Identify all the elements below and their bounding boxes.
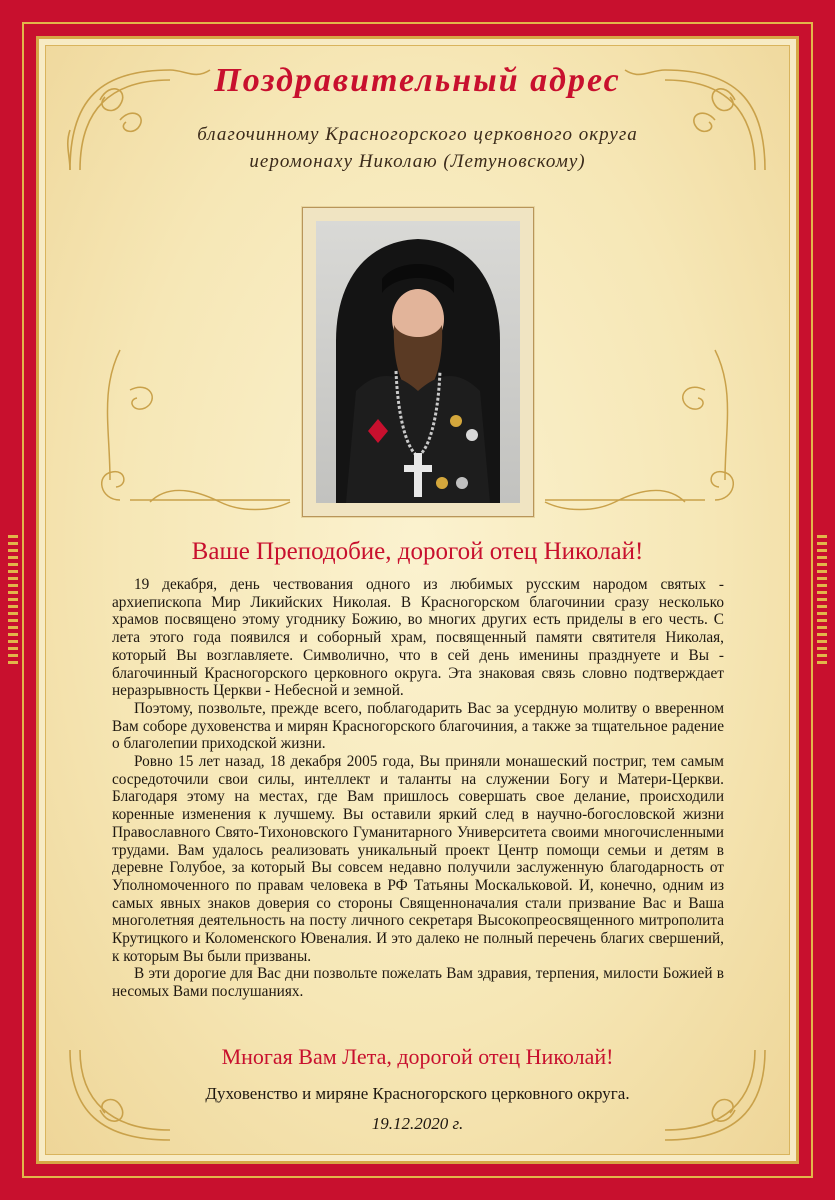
- closing-wish: Многая Вам Лета, дорогой отец Николай!: [221, 1044, 614, 1069]
- left-photo-ornament: [90, 330, 300, 520]
- body-paragraph: Ровно 15 лет назад, 18 декабря 2005 года, Вы приняли монашеский постриг, тем самым сосредоточили свои силы, интеллект и таланты на служении Богу и Матери-Церкви. Благодаря этому на местах, где Вам пришлось совершать свое делание, происходили коренные изменения к лучшему. Вы оставили яркий след в научно-богословской жизни Православного Свято-Тихоновского Гуманитарного Университета своими многочисленными трудами. Вам удалось реализовать уникальный проект Центр помощи семьи и детям в деревне Голубое, за который Вы совсем недавно получили заслуженную благодарность от Уполномоченного по правам человека в РФ Татьяны Москальковой. И, конечно, одним из самых явных знаков доверия со стороны Священноначалия стали призвание Вас и Ваша многолетняя деятельность на посту личного секретаря Высокопреосвященного митрополита Крутицкого и Коломенского Ювеналия. И это далеко не полный перечень благих свершений, к которым Вы были призваны.: [112, 753, 724, 965]
- body-paragraph: В эти дорогие для Вас дни позвольте пожелать Вам здравия, терпения, милости Божией в несомых Вами послушаниях.: [112, 965, 724, 1001]
- greeting-heading: Ваше Преподобие, дорогой отец Николай!: [191, 538, 644, 565]
- address-body: [112, 576, 724, 1001]
- portrait-frame: [302, 207, 534, 517]
- document-date: 19.12.2020 г.: [371, 1114, 464, 1133]
- portrait-photo: [316, 221, 520, 503]
- subtitle-line-2: иеромонаху Николаю (Летуновскому): [249, 151, 586, 172]
- signature-line: Духовенство и миряне Красногорского церковного округа.: [205, 1084, 630, 1103]
- right-photo-ornament: [535, 330, 745, 520]
- monk-portrait-illustration: [316, 221, 520, 503]
- body-paragraph: 19 декабря, день чествования одного из любимых русским народом святых - архиепископа Мир Ликийских Николая. В Красногорском благочинии сразу несколько храмов посвящено этому угоднику Божию, во многих других есть приделы в его честь. С лета этого года появился и соборный храм, посвященный памяти святителя Николая, который Вы возглавляете. Символично, что в сей день именины празднуете и Вы - благочинный Красногорского церковного округа. Эта знаковая связь словно подтверждает неразрывность Церкви - Небесной и земной.: [112, 576, 724, 700]
- body-paragraph: Поэтому, позвольте, прежде всего, поблагодарить Вас за усердную молитву о вверенном Вам соборе духовенства и мирян Красногорского благочиния, а также за тщательное радение о благолепии приходской жизни.: [112, 699, 724, 753]
- document-title: Поздравительный адрес: [214, 62, 621, 99]
- subtitle-line-1: благочинному Красногорского церковного округа: [197, 124, 638, 145]
